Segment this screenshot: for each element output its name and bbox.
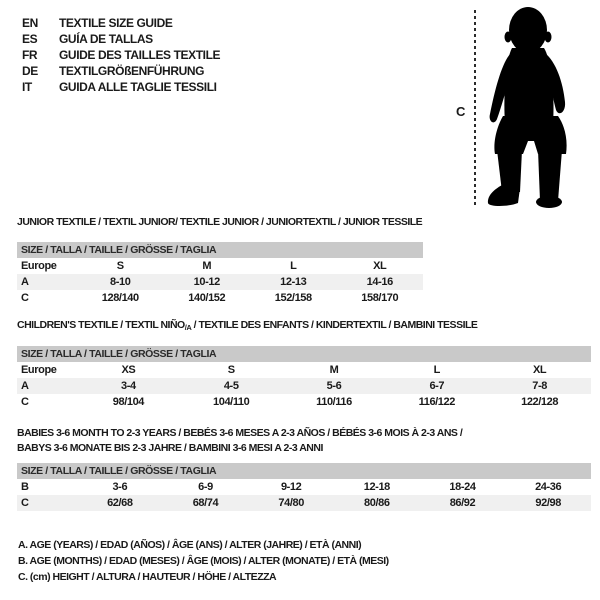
table-row: [17, 495, 591, 511]
size-header-bar: [17, 346, 591, 362]
lang-code: DE: [22, 64, 38, 78]
lang-label: TEXTILE SIZE GUIDE: [59, 16, 173, 30]
table-row: [17, 394, 591, 410]
cell: 18-24: [449, 481, 476, 493]
cell: 116/122: [418, 396, 455, 408]
cell: 3-4: [121, 380, 136, 392]
lang-label: GUIDA ALLE TAGLIE TESSILI: [59, 80, 217, 94]
cell: XS: [121, 364, 136, 376]
title-text: CHILDREN'S TEXTILE / TEXTIL NIÑO: [17, 319, 185, 331]
height-measure-label: C: [456, 104, 465, 119]
lang-row-it: [22, 79, 220, 95]
cell: 140/152: [188, 292, 226, 304]
lang-code: IT: [22, 80, 32, 94]
size-header-bar: [17, 463, 591, 479]
cell: 152/158: [274, 292, 312, 304]
cell: 86/92: [449, 497, 476, 509]
title-line-1: BABIES 3-6 MONTH TO 2-3 YEARS / BEBÉS 3-6 MESES A 2-3 AÑOS / BÉBÉS 3-6 MOIS À 2-3 ANS /: [17, 427, 463, 439]
row-label: A: [21, 276, 29, 288]
size-header-label: SIZE / TALLA / TAILLE / GRÖSSE / TAGLIA: [21, 348, 217, 360]
cell: M: [329, 364, 339, 376]
title-line-2: BABYS 3-6 MONATE BIS 2-3 JAHRE / BAMBINI 3-6 MESI A 2-3 ANNI: [17, 442, 323, 454]
cell: XL: [373, 260, 387, 272]
cell: 4-5: [223, 380, 239, 392]
cell: 122/128: [521, 396, 559, 408]
cell: 9-12: [280, 481, 302, 493]
title-subscript: /A: [184, 323, 192, 332]
cell: 14-16: [366, 276, 393, 288]
row-label: C: [21, 497, 29, 509]
table-row: [17, 258, 423, 274]
cell: 128/140: [101, 292, 139, 304]
cell: S: [227, 364, 235, 376]
cell: 98/104: [112, 396, 145, 408]
lang-row-es: [22, 31, 220, 47]
lang-row-en: [22, 15, 220, 31]
height-measure-dotted-line: [474, 10, 476, 207]
cell: 3-6: [112, 481, 128, 493]
title-text: / TEXTILE DES ENFANTS / KINDERTEXTIL / BAMBINI TESSILE: [191, 319, 478, 331]
cell: 74/80: [278, 497, 304, 509]
cell: 12-18: [363, 481, 390, 493]
row-label: C: [21, 396, 29, 408]
cell: 68/74: [192, 497, 219, 509]
cell: 7-8: [532, 380, 547, 392]
children-size-table: [17, 346, 591, 410]
size-header-label: SIZE / TALLA / TAILLE / GRÖSSE / TAGLIA: [21, 465, 217, 477]
lang-row-fr: [22, 47, 220, 63]
cell: 5-6: [326, 380, 342, 392]
cell: 8-10: [110, 276, 131, 288]
cell: 92/98: [535, 497, 561, 509]
table-row: [17, 378, 591, 394]
cell: 6-7: [429, 380, 445, 392]
lang-code: EN: [22, 16, 38, 30]
cell: XL: [532, 364, 547, 376]
junior-table-title: JUNIOR TEXTILE / TEXTIL JUNIOR/ TEXTILE JUNIOR / JUNIORTEXTIL / JUNIOR TESSILE: [17, 216, 423, 228]
cell: 104/110: [213, 396, 250, 408]
cell: L: [290, 260, 297, 272]
cell: 80/86: [364, 497, 390, 509]
children-table-title: [17, 319, 477, 332]
cell: 110/116: [316, 396, 352, 408]
legend-notes: [18, 537, 389, 585]
lang-code: FR: [22, 48, 38, 62]
size-header-label: SIZE / TALLA / TAILLE / GRÖSSE / TAGLIA: [21, 244, 217, 256]
note-b: B. AGE (MONTHS) / EDAD (MESES) / ÂGE (MOIS) / ALTER (MONATE) / ETÀ (MESI): [18, 555, 389, 567]
note-a: A. AGE (YEARS) / EDAD (AÑOS) / ÂGE (ANS) / ALTER (JAHRE) / ETÀ (ANNI): [18, 539, 362, 551]
cell: M: [202, 260, 212, 272]
table-row: [17, 479, 591, 495]
row-label: C: [21, 292, 29, 304]
lang-code: ES: [22, 32, 38, 46]
cell: 12-13: [280, 276, 307, 288]
cell: 24-36: [535, 481, 562, 493]
row-label: A: [21, 380, 29, 392]
row-label: B: [21, 481, 29, 493]
row-label: Europe: [21, 364, 57, 376]
note-c: C. (cm) HEIGHT / ALTURA / HAUTEUR / HÖHE / ALTEZZA: [18, 571, 277, 583]
lang-label: GUÍA DE TALLAS: [59, 32, 153, 46]
babies-size-table: [17, 463, 591, 511]
row-label: Europe: [21, 260, 57, 272]
table-row: [17, 362, 591, 378]
cell: 158/170: [361, 292, 399, 304]
lang-label: GUIDE DES TAILLES TEXTILE: [59, 48, 221, 62]
cell: 6-9: [198, 481, 213, 493]
cell: 62/68: [107, 497, 133, 509]
cell: L: [433, 364, 440, 376]
toddler-silhouette-icon: [478, 4, 588, 212]
cell: 10-12: [193, 276, 220, 288]
table-row: [17, 290, 423, 306]
size-header-bar: [17, 242, 423, 258]
junior-size-table: [17, 242, 423, 306]
table-row: [17, 274, 423, 290]
cell: S: [116, 260, 124, 272]
lang-row-de: [22, 63, 220, 79]
babies-table-title: [17, 426, 462, 456]
language-title-list: [22, 15, 220, 95]
lang-label: TEXTILGRÖßENFÜHRUNG: [59, 64, 205, 78]
